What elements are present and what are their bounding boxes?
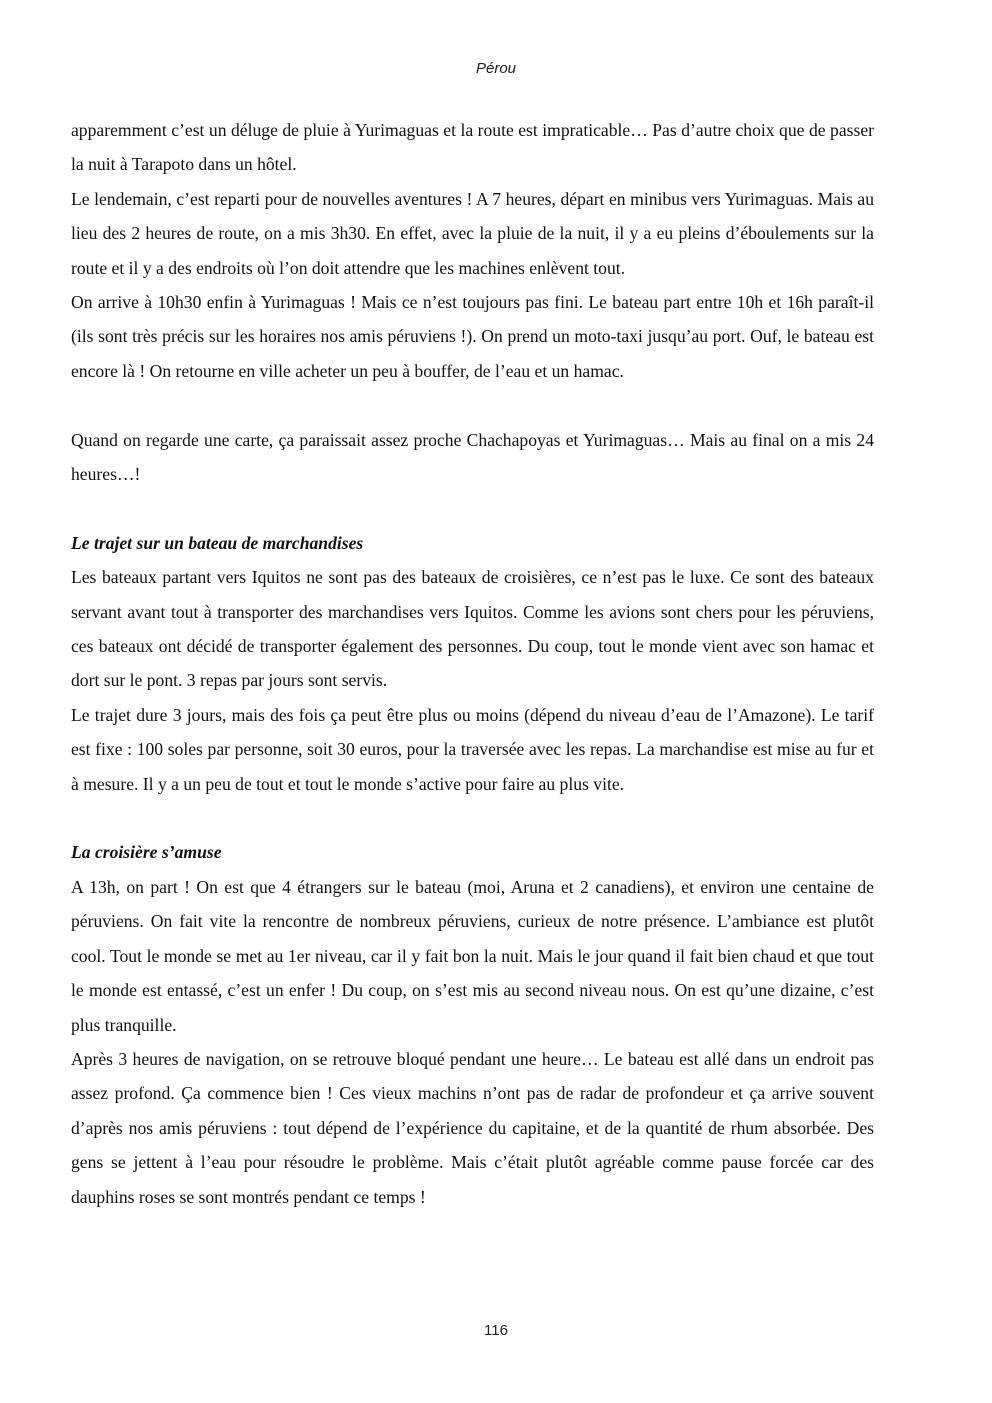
running-title: Pérou [475,60,517,77]
section-heading-cargo-boat: Le trajet sur un bateau de marchandises [71,532,364,553]
paragraph-cargo-boats: Les bateaux partant vers Iquitos ne sont pas des bateaux de croisières, ce n’est pas le luxe. Ce sont des bateaux servant avant tout à transporter des marchandises vers Iquitos. Comme les avions sont chers pour les péruviens, ces bateaux ont décidé de transporter également des personnes. Du coup, tout le monde vient avec son hamac et dort sur le pont. 3 repas par jours sont servis. [71,567,874,691]
section-heading-cruise: La croisière s’amuse [71,842,222,863]
page-body [71,113,874,1214]
page-number: 116 [484,1322,508,1339]
paragraph-departure: A 13h, on part ! On est que 4 étrangers sur le bateau (moi, Aruna et 2 canadiens), et environ une centaine de péruviens. On fait vite la rencontre de nombreux péruviens, curieux de notre présence. L’ambiance est plutôt cool. Tout le monde se met au 1er niveau, car il y fait bon la nuit. Mais le jour quand il fait bien chaud et que tout le monde est entassé, c’est un enfer ! Du coup, on s’est mis au second niveau nous. On est qu’une dizaine, c’est plus tranquille. [71,876,874,1035]
paragraph-map: Quand on regarde une carte, ça paraissait assez proche Chachapoyas et Yurimaguas… Mais au final on a mis 24 heures…! [71,429,874,485]
paragraph-minibus: Le lendemain, c’est reparti pour de nouvelles aventures ! A 7 heures, départ en minibus vers Yurimaguas. Mais au lieu des 2 heures de route, on a mis 3h30. En effet, avec la pluie de la nuit, il y a eu pleins d’éboulements sur la route et il y a des endroits où l’on doit attendre que les machines enlèvent tout. [71,188,874,278]
paragraph-trip-duration: Le trajet dure 3 jours, mais des fois ça peut être plus ou moins (dépend du niveau d’eau de l’Amazone). Le tarif est fixe : 100 soles par personne, soit 30 euros, pour la traversée avec les repas. La marchandise est mise au fur et à mesure. Il y a un peu de tout et tout le monde s’active pour faire au plus vite. [71,704,874,794]
paragraph-stuck: Après 3 heures de navigation, on se retrouve bloqué pendant une heure… Le bateau est allé dans un endroit pas assez profond. Ça commence bien ! Ces vieux machins n’ont pas de radar de profondeur et ça arrive souvent d’après nos amis péruviens : tout dépend de l’expérience du capitaine, et de la quantité de rhum absorbée. Des gens se jettent à l’eau pour résoudre le problème. Mais c’était plutôt agréable comme pause forcée car des dauphins roses se sont montrés pendant ce temps ! [71,1048,874,1207]
paragraph-spacer [71,801,874,835]
paragraph-spacer [71,388,874,422]
paragraph-spacer [71,491,874,525]
paragraph-arrival: On arrive à 10h30 enfin à Yurimaguas ! Mais ce n’est toujours pas fini. Le bateau part entre 10h et 16h paraît-il (ils sont très précis sur les horaires nos amis péruviens !). On prend un moto-taxi jusqu’au port. Ouf, le bateau est encore là ! On retourne en ville acheter un peu à bouffer, de l’eau et un hamac. [71,292,874,381]
paragraph-deluge: apparemment c’est un déluge de pluie à Yurimaguas et la route est impraticable… Pas d’autre choix que de passer la nuit à Tarapoto dans un hôtel. [71,120,874,175]
